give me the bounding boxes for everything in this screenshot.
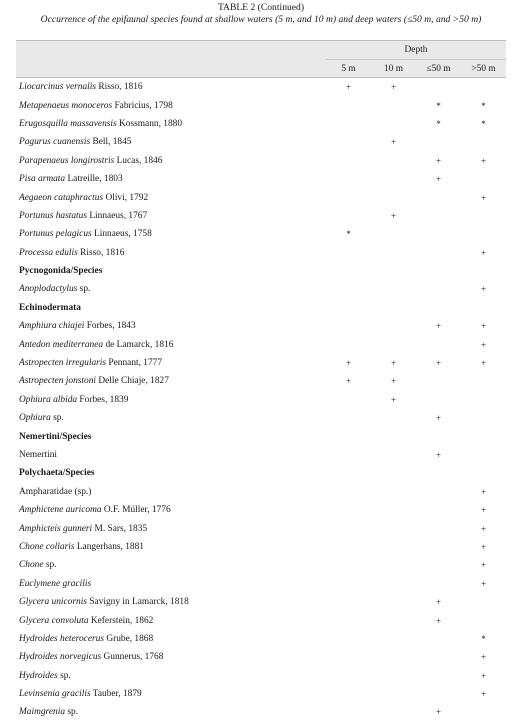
mark-le50m [416, 575, 461, 593]
group-header-row [16, 262, 506, 280]
mark-le50m [416, 78, 461, 97]
species-cell [16, 648, 326, 666]
species-name: Portunus hastatus [19, 210, 87, 221]
species-authority: Latreille, 1803 [65, 174, 123, 185]
species-name: Amphicteis gunneri [19, 523, 93, 534]
mark-5m [326, 538, 371, 556]
mark-10m [371, 667, 416, 685]
column-header-le50m: ≤50 m [416, 60, 461, 78]
table-row [16, 611, 506, 629]
mark-5m [326, 519, 371, 537]
mark-gt50m: + [480, 358, 487, 369]
mark-gt50m [461, 372, 506, 390]
table-row [16, 703, 506, 721]
mark-le50m: + [435, 615, 442, 626]
mark-5m [326, 703, 371, 721]
table-row [16, 335, 506, 353]
species-authority: Forbes, 1843 [84, 321, 136, 332]
mark-10m: + [390, 137, 397, 148]
mark-le50m [416, 391, 461, 409]
mark-le50m [416, 556, 461, 574]
mark-le50m [416, 335, 461, 353]
species-authority: Linnaeus, 1758 [91, 229, 152, 240]
table-row [16, 115, 506, 133]
mark-10m [371, 703, 416, 721]
table-row [16, 648, 506, 666]
mark-10m [371, 225, 416, 243]
mark-5m [326, 667, 371, 685]
species-authority: Langerhans, 1881 [74, 541, 144, 552]
species-name: Parapenaeus longirostris [19, 155, 115, 166]
mark-le50m [416, 685, 461, 703]
mark-gt50m [461, 207, 506, 225]
mark-gt50m [461, 409, 506, 427]
species-name: Aegaeon cataphractus [19, 192, 104, 203]
mark-le50m [416, 464, 461, 482]
species-name: Pisa armata [19, 174, 66, 185]
column-header-5m: 5 m [326, 60, 371, 78]
mark-5m [326, 115, 371, 133]
table-subtitle: Occurrence of the epifaunal species found at shallow waters (5 m, and 10 m) and deep waters (≤50 m, and >50 m) [40, 14, 482, 25]
mark-5m [326, 446, 371, 464]
mark-gt50m [461, 464, 506, 482]
mark-5m [326, 556, 371, 574]
mark-10m [371, 446, 416, 464]
mark-5m [326, 280, 371, 298]
mark-10m: + [390, 376, 397, 387]
mark-gt50m [461, 703, 506, 721]
mark-le50m [416, 501, 461, 519]
table-row [16, 391, 506, 409]
mark-le50m [416, 225, 461, 243]
mark-5m [326, 133, 371, 151]
mark-gt50m: + [480, 339, 487, 350]
species-authority: Ampharatidae (sp.) [19, 486, 92, 497]
mark-gt50m [461, 391, 506, 409]
mark-gt50m [461, 78, 506, 97]
table-subheader-row [16, 60, 506, 78]
species-cell [16, 519, 326, 537]
table-row [16, 630, 506, 648]
species-cell [16, 501, 326, 519]
mark-5m [326, 391, 371, 409]
mark-10m [371, 556, 416, 574]
mark-le50m [416, 244, 461, 262]
species-cell [16, 538, 326, 556]
species-name: Amphictene auricoma [19, 505, 102, 516]
header-blank-cell [16, 60, 326, 78]
mark-le50m: + [435, 413, 442, 424]
mark-le50m: * [436, 100, 441, 111]
species-cell [16, 630, 326, 648]
group-label: Pycnogonida/Species [19, 266, 103, 277]
mark-5m: + [345, 82, 352, 93]
mark-gt50m [461, 611, 506, 629]
table-body [16, 78, 506, 722]
mark-le50m: + [435, 174, 442, 185]
species-authority: Nemertini [19, 450, 58, 460]
species-name: Chone [19, 560, 44, 571]
species-authority: sp. [57, 670, 71, 681]
mark-gt50m: + [480, 578, 487, 589]
species-name: Glycera unicornis [19, 597, 87, 608]
table-header-row [16, 41, 506, 60]
mark-5m [326, 170, 371, 188]
depth-group-header: Depth [326, 41, 506, 60]
species-authority: Grube, 1868 [103, 633, 154, 644]
species-cell [16, 78, 326, 97]
mark-10m [371, 152, 416, 170]
mark-gt50m: + [480, 321, 487, 332]
mark-10m [371, 244, 416, 262]
mark-5m [326, 299, 371, 317]
mark-le50m: + [435, 707, 442, 718]
mark-le50m [416, 262, 461, 280]
table-row [16, 446, 506, 464]
mark-5m [326, 152, 371, 170]
table-row [16, 207, 506, 225]
species-authority: Bell, 1845 [90, 137, 132, 148]
species-cell [16, 262, 326, 280]
mark-5m [326, 611, 371, 629]
mark-5m [326, 317, 371, 335]
species-cell [16, 464, 326, 482]
species-cell [16, 152, 326, 170]
species-authority: Keferstein, 1862 [88, 615, 154, 626]
species-name: Astropecten jonstoni [19, 376, 96, 387]
mark-5m [326, 409, 371, 427]
mark-gt50m: + [480, 486, 487, 497]
mark-5m: * [346, 229, 351, 240]
species-cell [16, 667, 326, 685]
mark-5m [326, 262, 371, 280]
mark-5m [326, 575, 371, 593]
species-cell [16, 280, 326, 298]
species-authority: Delle Chiaje, 1827 [96, 376, 169, 387]
mark-10m [371, 611, 416, 629]
species-name: Metapenaeus monoceros [19, 100, 113, 111]
table-row [16, 501, 506, 519]
table-row [16, 170, 506, 188]
group-label: Polychaeta/Species [19, 468, 95, 479]
species-cell [16, 207, 326, 225]
mark-le50m: * [436, 118, 441, 129]
table-row [16, 317, 506, 335]
species-name: Hydroides norvegicus [19, 652, 102, 663]
species-name: Erugosquilla massavensis [19, 118, 117, 129]
species-cell [16, 115, 326, 133]
species-authority: Linnaeus, 1767 [86, 210, 148, 221]
species-authority: Fabricius, 1798 [112, 100, 173, 111]
mark-5m [326, 464, 371, 482]
mark-5m: + [345, 376, 352, 387]
mark-5m [326, 335, 371, 353]
species-name: Levinsenia gracilis [19, 689, 91, 700]
table-row [16, 685, 506, 703]
species-authority: sp. [50, 413, 64, 424]
mark-le50m [416, 188, 461, 206]
mark-le50m [416, 427, 461, 445]
table-row [16, 133, 506, 151]
mark-gt50m: + [480, 652, 487, 663]
mark-gt50m [461, 170, 506, 188]
mark-5m [326, 501, 371, 519]
mark-le50m: + [435, 321, 442, 332]
species-cell [16, 593, 326, 611]
species-name: Liocarcinus vernalis [19, 82, 96, 93]
species-occurrence-table [16, 40, 506, 722]
species-cell [16, 225, 326, 243]
species-name: Pagurus cuanensis [19, 137, 91, 148]
column-header-10m: 10 m [371, 60, 416, 78]
mark-10m [371, 593, 416, 611]
species-name: Ophiura albida [19, 394, 78, 405]
table-row [16, 538, 506, 556]
mark-le50m [416, 667, 461, 685]
group-label: Echinodermata [19, 302, 81, 313]
mark-le50m: + [435, 358, 442, 369]
mark-gt50m [461, 225, 506, 243]
species-name: Ophiura [19, 413, 51, 424]
mark-gt50m: + [480, 284, 487, 295]
species-name: Processa edulis [19, 247, 78, 258]
species-authority: Risso, 1816 [77, 247, 125, 258]
mark-10m [371, 464, 416, 482]
mark-5m [326, 244, 371, 262]
mark-gt50m [461, 299, 506, 317]
species-cell [16, 446, 326, 464]
mark-10m [371, 317, 416, 335]
mark-gt50m: + [480, 689, 487, 700]
species-cell [16, 244, 326, 262]
mark-gt50m [461, 133, 506, 151]
species-name: Glycera convoluta [19, 615, 89, 626]
mark-gt50m: * [481, 118, 486, 129]
species-cell [16, 335, 326, 353]
species-name: Portunus pelagicus [19, 229, 92, 240]
mark-le50m [416, 648, 461, 666]
group-header-row [16, 299, 506, 317]
mark-10m [371, 519, 416, 537]
species-cell [16, 354, 326, 372]
mark-gt50m: + [480, 505, 487, 516]
mark-le50m [416, 299, 461, 317]
mark-10m: + [390, 82, 397, 93]
mark-le50m [416, 483, 461, 501]
species-name: Hydroides heterocerus [19, 633, 104, 644]
mark-10m [371, 501, 416, 519]
mark-10m [371, 170, 416, 188]
mark-gt50m: + [480, 192, 487, 203]
mark-le50m [416, 280, 461, 298]
mark-5m [326, 648, 371, 666]
mark-gt50m [461, 593, 506, 611]
mark-le50m [416, 630, 461, 648]
table-row [16, 519, 506, 537]
species-authority: Risso, 1816 [96, 82, 143, 93]
species-authority: sp. [65, 707, 79, 718]
mark-le50m: + [435, 155, 442, 166]
species-authority: Lucas, 1846 [114, 155, 163, 166]
header-blank-cell [16, 41, 326, 60]
mark-gt50m: * [481, 100, 486, 111]
table-row [16, 556, 506, 574]
species-cell [16, 703, 326, 721]
mark-le50m [416, 207, 461, 225]
mark-10m [371, 575, 416, 593]
mark-10m [371, 188, 416, 206]
mark-10m: + [390, 394, 397, 405]
species-cell [16, 299, 326, 317]
species-cell [16, 575, 326, 593]
mark-gt50m [461, 446, 506, 464]
mark-gt50m: + [480, 247, 487, 258]
mark-10m [371, 483, 416, 501]
table-row [16, 188, 506, 206]
species-authority: de Lamarck, 1816 [103, 339, 174, 350]
species-name: Amphiura chiajei [19, 321, 85, 332]
species-authority: Savigny in Lamarck, 1818 [86, 597, 189, 608]
species-authority: Pennant, 1777 [106, 358, 163, 369]
group-header-row [16, 427, 506, 445]
mark-gt50m: + [480, 523, 487, 534]
species-cell [16, 611, 326, 629]
mark-le50m: + [435, 450, 442, 460]
species-cell [16, 409, 326, 427]
species-name: Hydroides [19, 670, 58, 681]
mark-le50m [416, 133, 461, 151]
mark-gt50m: + [480, 670, 487, 681]
mark-10m: + [390, 210, 397, 221]
species-name: Astropecten irregularis [19, 358, 107, 369]
table-row [16, 372, 506, 390]
species-cell [16, 133, 326, 151]
table-row [16, 96, 506, 114]
species-authority: M. Sars, 1835 [92, 523, 148, 534]
species-cell [16, 391, 326, 409]
table-row [16, 78, 506, 97]
mark-10m: + [390, 358, 397, 369]
species-name: Antedon mediterranea [19, 339, 104, 350]
species-name: Maimgrenia [19, 707, 66, 718]
mark-10m [371, 335, 416, 353]
species-name: Euclymene gracilis [19, 578, 92, 589]
mark-5m [326, 685, 371, 703]
mark-gt50m [461, 262, 506, 280]
mark-10m [371, 630, 416, 648]
table-row [16, 575, 506, 593]
mark-10m [371, 96, 416, 114]
species-cell [16, 170, 326, 188]
species-authority: sp. [43, 560, 57, 571]
species-cell [16, 96, 326, 114]
mark-gt50m: + [480, 560, 487, 571]
group-header-row [16, 464, 506, 482]
species-cell [16, 372, 326, 390]
table-row [16, 225, 506, 243]
species-authority: Kossmann, 1880 [116, 118, 183, 129]
mark-le50m [416, 372, 461, 390]
species-cell [16, 685, 326, 703]
mark-le50m [416, 538, 461, 556]
mark-10m [371, 538, 416, 556]
mark-5m [326, 483, 371, 501]
mark-5m [326, 207, 371, 225]
table-row [16, 409, 506, 427]
mark-gt50m: + [480, 155, 487, 166]
mark-10m [371, 299, 416, 317]
mark-10m [371, 115, 416, 133]
mark-10m [371, 685, 416, 703]
species-cell [16, 188, 326, 206]
species-authority: Gunnerus, 1768 [101, 652, 164, 663]
species-cell [16, 483, 326, 501]
table-title: TABLE 2 (Continued) [217, 2, 305, 13]
mark-gt50m: + [480, 541, 487, 552]
table-row [16, 280, 506, 298]
table-row [16, 667, 506, 685]
mark-10m [371, 262, 416, 280]
table-row [16, 483, 506, 501]
species-authority: sp. [77, 284, 91, 295]
mark-gt50m [461, 427, 506, 445]
mark-gt50m: * [481, 633, 486, 644]
species-authority: Olivi, 1792 [103, 192, 149, 203]
mark-10m [371, 648, 416, 666]
species-cell [16, 556, 326, 574]
species-authority: Forbes, 1839 [77, 394, 129, 405]
mark-le50m: + [435, 597, 442, 608]
mark-5m [326, 593, 371, 611]
table-row [16, 354, 506, 372]
mark-5m [326, 630, 371, 648]
species-name: Chone collaris [19, 541, 75, 552]
column-header-gt50m: >50 m [461, 60, 506, 78]
mark-10m [371, 409, 416, 427]
mark-10m [371, 427, 416, 445]
mark-5m [326, 96, 371, 114]
species-authority: O.F. Müller, 1776 [101, 505, 171, 516]
mark-10m [371, 280, 416, 298]
mark-5m [326, 188, 371, 206]
table-row [16, 593, 506, 611]
mark-le50m [416, 519, 461, 537]
table-caption [0, 0, 522, 26]
species-cell [16, 317, 326, 335]
group-label: Nemertini/Species [19, 431, 92, 442]
species-name: Anoplodactylus [19, 284, 78, 295]
table-row [16, 244, 506, 262]
species-authority: Tauber, 1879 [90, 689, 142, 700]
species-cell [16, 427, 326, 445]
mark-5m: + [345, 358, 352, 369]
table-row [16, 152, 506, 170]
mark-5m [326, 427, 371, 445]
